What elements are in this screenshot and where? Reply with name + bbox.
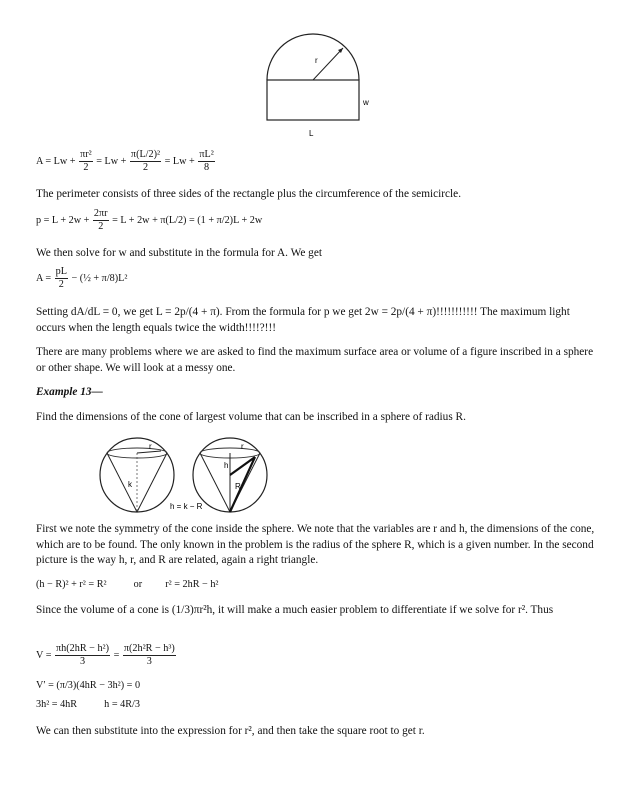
para-solve: We then solve for w and substitute in the formula for A. We get: [36, 247, 322, 259]
fraction: $\frac{pL}{2}$: [55, 266, 67, 290]
equation-area: A = Lw + $\frac{\text{πr²}}{2}$ = Lw + $\frac{\text{π(L/2)²}}{2}$ = Lw + $\frac{\text{πL²}}{8}$: [36, 149, 214, 173]
cone-sphere-figure: [95, 435, 280, 520]
semicircle: [267, 34, 359, 80]
cone-side-left-1: [107, 453, 137, 512]
para-setting: Setting dA/dL = 0, we get L = 2p/(4 + π). From the formula for p we get 2w = 2p/(4 + π)!!!!!!!!!!! The maximum light occurs when the length equals twice the width!!!!?!!!: [36, 306, 570, 334]
label-h: h: [224, 461, 229, 470]
rectangle: [267, 80, 359, 120]
equation-perimeter: p = L + 2w + $\frac{2\pi r}{2}$ = L + 2w + π(L/2) = (1 + π/2)L + 2w: [36, 208, 263, 232]
radius-left: [137, 451, 161, 453]
label-r: r: [149, 442, 152, 451]
equation-solution: 3h² = 4hR h = 4R/3: [36, 699, 140, 710]
para-since: Since the volume of a cone is (1/3)πr²h, it will make a much easier problem to differentiate if we solve for r². Thus: [36, 604, 554, 616]
para-first: First we note the symmetry of the cone inside the sphere. We note that the variables are r and h, the dimensions of the cone, which are to be found. The only known in the problem is the radius of the sphere R, which is a given number. In the second picture is the way h, r, and R are related, again a right triangle.: [36, 523, 595, 566]
fraction: $\frac{\text{π(2h²R − h³)}}{3}$: [123, 643, 175, 667]
fraction: $\frac{2\pi r}{2}$: [93, 208, 108, 232]
label-r: r: [241, 442, 244, 451]
label-r: r: [315, 56, 318, 65]
fraction: $\frac{\text{πr²}}{2}$: [80, 149, 92, 173]
fraction: $\frac{\text{πh(2hR − h²)}}{3}$: [56, 643, 110, 667]
label-R: R: [235, 482, 241, 491]
cone-side-left-2: [137, 453, 167, 512]
fraction: $\frac{\text{π(L/2)²}}{2}$: [130, 149, 161, 173]
label-w: w: [363, 98, 369, 107]
fraction: $\frac{\text{πL²}}{8}$: [199, 149, 214, 173]
example-heading: Example 13—: [36, 386, 103, 398]
equation-volume: V = $\frac{\text{πh(2hR − h²)}}{3}$ = $\frac{\text{π(2h²R − h³)}}{3}$: [36, 643, 175, 667]
caption: h = k − R: [170, 502, 203, 511]
equation-derivative: V′ = (π/3)(4hR − 3h²) = 0: [36, 680, 141, 691]
window-figure: [255, 30, 375, 145]
label-k: k: [128, 480, 132, 489]
equation-area-2: A = $\frac{pL}{2}$ − (½ + π/8)L²: [36, 266, 128, 290]
para-perimeter: The perimeter consists of three sides of the rectangle plus the circumference of the semicircle.: [36, 188, 462, 200]
label-L: L: [309, 129, 314, 138]
para-find: Find the dimensions of the cone of largest volume that can be inscribed in a sphere of radius R.: [36, 411, 466, 423]
para-last: We can then substitute into the expression for r², and then take the square root to get r.: [36, 725, 425, 737]
equation-relation: (h − R)² + r² = R² or r² = 2hR − h²: [36, 579, 219, 590]
para-problems: There are many problems where we are asked to find the maximum surface area or volume of a figure inscribed in a sphere or other shape. We will look at a messy one.: [36, 346, 594, 374]
